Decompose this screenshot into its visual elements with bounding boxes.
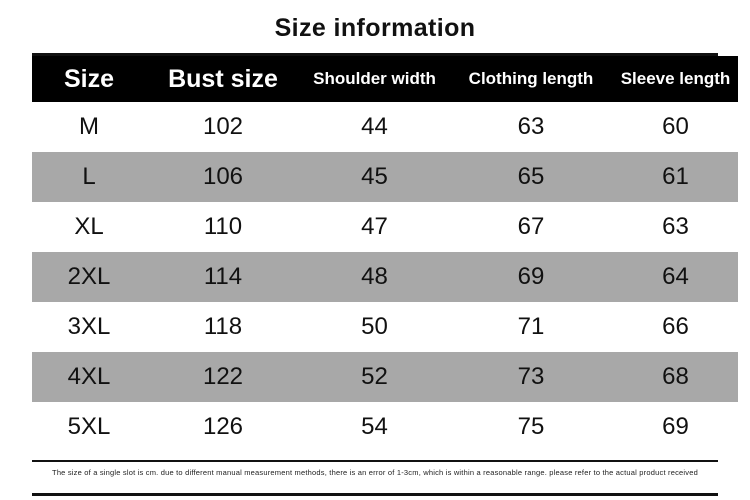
cell-size: 3XL <box>32 302 146 352</box>
cell-shoulder: 47 <box>300 202 449 252</box>
table-body <box>32 102 738 452</box>
cell-size: 4XL <box>32 352 146 402</box>
cell-sleeve: 60 <box>613 102 738 152</box>
table-row <box>32 302 738 352</box>
cell-length: 71 <box>449 302 613 352</box>
cell-length: 67 <box>449 202 613 252</box>
cell-size: XL <box>32 202 146 252</box>
cell-length: 73 <box>449 352 613 402</box>
cell-length: 75 <box>449 402 613 452</box>
measurement-disclaimer: The size of a single slot is cm. due to different manual measurement methods, there is an error of 1-3cm, which is within a reasonable range. please refer to the actual product received <box>32 460 718 479</box>
cell-bust: 114 <box>146 252 300 302</box>
header-bust-size: Bust size <box>146 56 300 102</box>
cell-bust: 118 <box>146 302 300 352</box>
cell-bust: 122 <box>146 352 300 402</box>
cell-size: M <box>32 102 146 152</box>
page-title: Size information <box>274 14 476 42</box>
size-table-container <box>32 56 731 452</box>
cell-length: 63 <box>449 102 613 152</box>
cell-shoulder: 45 <box>300 152 449 202</box>
cell-size: 5XL <box>32 402 146 452</box>
header-size: Size <box>32 56 146 102</box>
cell-sleeve: 69 <box>613 402 738 452</box>
table-row <box>32 202 738 252</box>
cell-length: 65 <box>449 152 613 202</box>
table-row <box>32 402 738 452</box>
cell-size: 2XL <box>32 252 146 302</box>
header-shoulder-width: Shoulder width <box>300 56 449 102</box>
table-header <box>32 56 738 102</box>
cell-sleeve: 63 <box>613 202 738 252</box>
header-sleeve-length: Sleeve length <box>613 56 738 102</box>
table-row <box>32 152 738 202</box>
cell-bust: 102 <box>146 102 300 152</box>
cell-bust: 106 <box>146 152 300 202</box>
cell-sleeve: 66 <box>613 302 738 352</box>
cell-shoulder: 48 <box>300 252 449 302</box>
table-row <box>32 102 738 152</box>
size-table <box>32 56 738 452</box>
cell-length: 69 <box>449 252 613 302</box>
cell-sleeve: 64 <box>613 252 738 302</box>
table-row <box>32 252 738 302</box>
cell-sleeve: 68 <box>613 352 738 402</box>
cell-sleeve: 61 <box>613 152 738 202</box>
header-row <box>32 56 738 102</box>
cell-bust: 126 <box>146 402 300 452</box>
table-row <box>32 352 738 402</box>
header-clothing-length: Clothing length <box>449 56 613 102</box>
bottom-divider <box>32 493 718 496</box>
cell-shoulder: 54 <box>300 402 449 452</box>
cell-shoulder: 52 <box>300 352 449 402</box>
cell-bust: 110 <box>146 202 300 252</box>
cell-size: L <box>32 152 146 202</box>
cell-shoulder: 50 <box>300 302 449 352</box>
cell-shoulder: 44 <box>300 102 449 152</box>
